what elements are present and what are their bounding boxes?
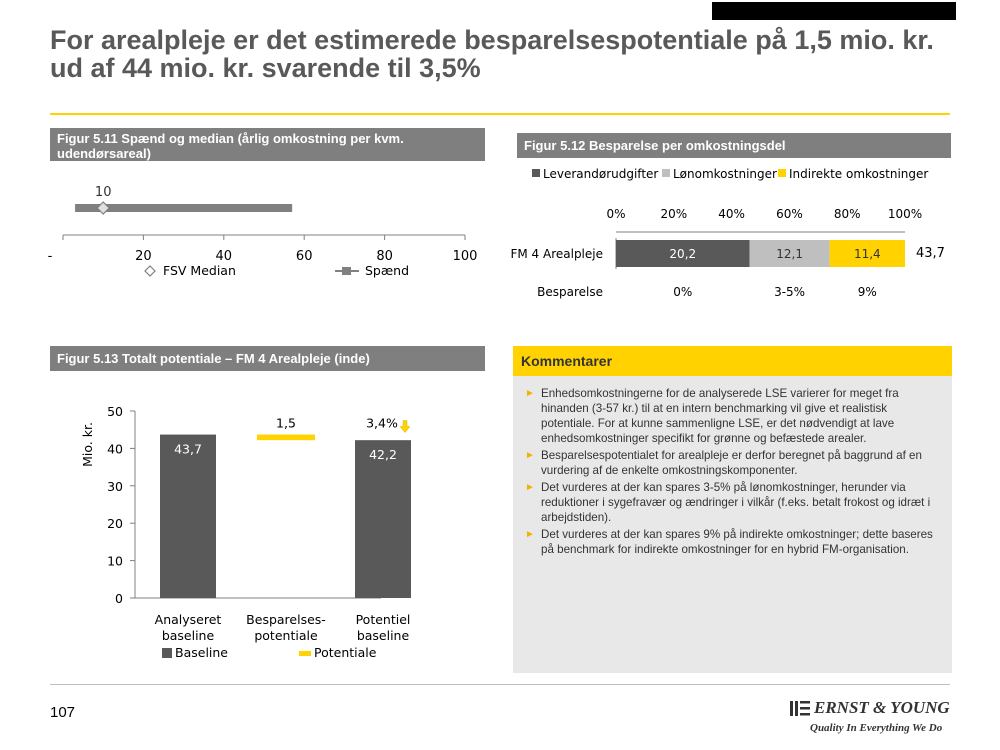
bullet-arrow-icon: ► xyxy=(525,388,535,399)
comments-box xyxy=(513,346,952,673)
comment-item: ► Besparelsespotentialet for arealpleje er derfor beregnet på baggrund af en vurdering af de enkelte omkostningskomponenter. xyxy=(525,449,922,477)
fig511-tick-label: 40 xyxy=(215,249,233,264)
fig511-tick-label: 80 xyxy=(376,249,393,264)
ernst-young-logo xyxy=(790,698,956,742)
fig513-y-tick-label: 20 xyxy=(107,516,123,532)
fig512-savings-label: 9% xyxy=(857,285,877,299)
fig513-y-tick-label: 0 xyxy=(115,591,123,606)
fig512-savings-label: 0% xyxy=(673,285,693,299)
fig511-tick-label: - xyxy=(47,249,53,264)
fig513-bar-besparelsespotentiale xyxy=(257,435,315,441)
fig513-legend-baseline-swatch xyxy=(162,648,172,658)
fig513-category-label: Besparelses- xyxy=(246,612,326,627)
fig513-category-label: potentiale xyxy=(254,628,318,643)
title-rule xyxy=(50,113,950,115)
fig511-tick-label: 100 xyxy=(452,249,478,264)
fig512-axis-tick-label: 40% xyxy=(718,207,745,221)
fig513-legend-potentiale: Potentiale xyxy=(314,645,377,660)
fig511-median-label: 10 xyxy=(94,185,112,200)
fig511-median-marker xyxy=(97,202,109,214)
logo-name: ERNST & YOUNG xyxy=(814,698,950,717)
fig513-chart xyxy=(70,395,470,670)
page-number: 107 xyxy=(50,704,76,721)
redacted-bar xyxy=(712,2,956,20)
fig512-savings-label: 3-5% xyxy=(774,285,806,299)
fig513-bar-value-label: 1,5 xyxy=(276,415,296,431)
fig513-header: Figur 5.13 Totalt potentiale – FM 4 Arealpleje (inde) xyxy=(50,346,485,371)
comment-item: ► Det vurderes at der kan spares 3-5% på lønomkostninger, herunder via reduktioner i sygefravær og ændringer i vilkår (f.eks. betalt frokost og idræt i arbejdstiden). xyxy=(525,481,931,524)
comment-item: ► Det vurderes at der kan spares 9% på indirekte omkostninger; dette baseres på benchmark for indirekte omkostninger for en hybrid FM-organisation. xyxy=(525,528,933,556)
fig512-chart xyxy=(500,160,960,310)
logo-mark-icon xyxy=(790,700,812,718)
fig512-axis-tick-label: 80% xyxy=(833,207,861,221)
fig513-bar-potentiel-baseline xyxy=(355,440,411,598)
fig511-legend-range-icon xyxy=(342,267,351,275)
fig513-annotation-label: 3,4% xyxy=(366,415,398,431)
fig513-category-label: baseline xyxy=(161,628,215,643)
fig511-chart xyxy=(45,175,490,295)
slide-title: For arealpleje er det estimerede besparelsespotentiale på 1,5 mio. kr. ud af 44 mio. kr. svarende til 3,5% xyxy=(50,25,934,83)
fig512-legend-label: Indirekte omkostninger xyxy=(789,167,929,181)
fig513-y-tick-label: 50 xyxy=(107,404,123,419)
fig512-legend-swatch xyxy=(532,169,540,177)
fig512-axis-tick-label: 60% xyxy=(776,207,803,221)
fig512-bar-value-label: 12,1 xyxy=(776,247,803,261)
logo-tagline: Quality In Everything We Do xyxy=(810,722,943,734)
fig512-axis-tick-label: 100% xyxy=(887,207,923,221)
bullet-arrow-icon: ► xyxy=(525,482,535,493)
fig513-y-label: Mio. kr. xyxy=(80,422,95,467)
fig511-tick-label: 60 xyxy=(295,249,313,264)
fig513-y-tick-label: 10 xyxy=(107,553,123,569)
fig513-legend-potentiale-swatch xyxy=(299,651,311,656)
down-arrow-icon xyxy=(400,421,410,433)
fig513-bar-value-label: 42,2 xyxy=(369,447,397,463)
comments-header: Kommentarer xyxy=(513,346,952,376)
fig512-total-label: 43,7 xyxy=(916,246,945,261)
fig512-legend-swatch xyxy=(778,169,786,177)
fig512-category-label: FM 4 Arealpleje xyxy=(510,247,603,261)
fig512-legend-label: Lønomkostninger xyxy=(673,167,777,181)
footer-rule xyxy=(50,684,950,685)
fig511-legend-range: Spænd xyxy=(365,263,410,278)
bullet-arrow-icon: ► xyxy=(525,529,535,540)
fig513-category-label: baseline xyxy=(356,628,410,643)
fig513-y-tick-label: 40 xyxy=(107,441,123,457)
fig512-axis-tick-label: 20% xyxy=(660,207,688,221)
fig511-tick-label: 20 xyxy=(135,249,152,264)
fig512-bar-value-label: 20,2 xyxy=(669,247,697,261)
fig512-header: Figur 5.12 Besparelse per omkostningsdel xyxy=(517,133,951,158)
fig513-legend-baseline: Baseline xyxy=(175,645,228,660)
fig512-axis-tick-label: 0% xyxy=(606,207,626,221)
fig512-legend-label: Leverandørudgifter xyxy=(543,167,659,181)
fig513-category-label: Analyseret xyxy=(154,612,222,627)
fig513-bar-analyseret-baseline xyxy=(160,435,216,598)
fig512-legend-swatch xyxy=(662,169,670,177)
comments-list xyxy=(513,376,952,557)
comment-item: ► Enhedsomkostningerne for de analyserede LSE varierer for meget fra hinanden (3-57 kr.) til at en intern benchmarking vil give et realistisk potentiale. For at kunne sammenligne LSE, er det nødvendigt at lave enhedsomkostninger specifikt for grønne og befæstede arealer. xyxy=(525,387,899,445)
fig511-legend-median-icon xyxy=(145,266,155,276)
fig511-header: Figur 5.11 Spænd og median (årlig omkostning per kvm. udendørsareal) xyxy=(50,128,485,161)
fig512-bar-value-label: 11,4 xyxy=(853,247,881,261)
fig512-savings-row-label: Besparelse xyxy=(537,285,603,299)
fig513-bar-value-label: 43,7 xyxy=(174,441,202,457)
fig513-category-label: Potentiel xyxy=(355,612,411,627)
bullet-arrow-icon: ► xyxy=(525,450,535,461)
fig511-legend-median: FSV Median xyxy=(163,263,236,278)
fig513-y-tick-label: 30 xyxy=(107,478,123,494)
